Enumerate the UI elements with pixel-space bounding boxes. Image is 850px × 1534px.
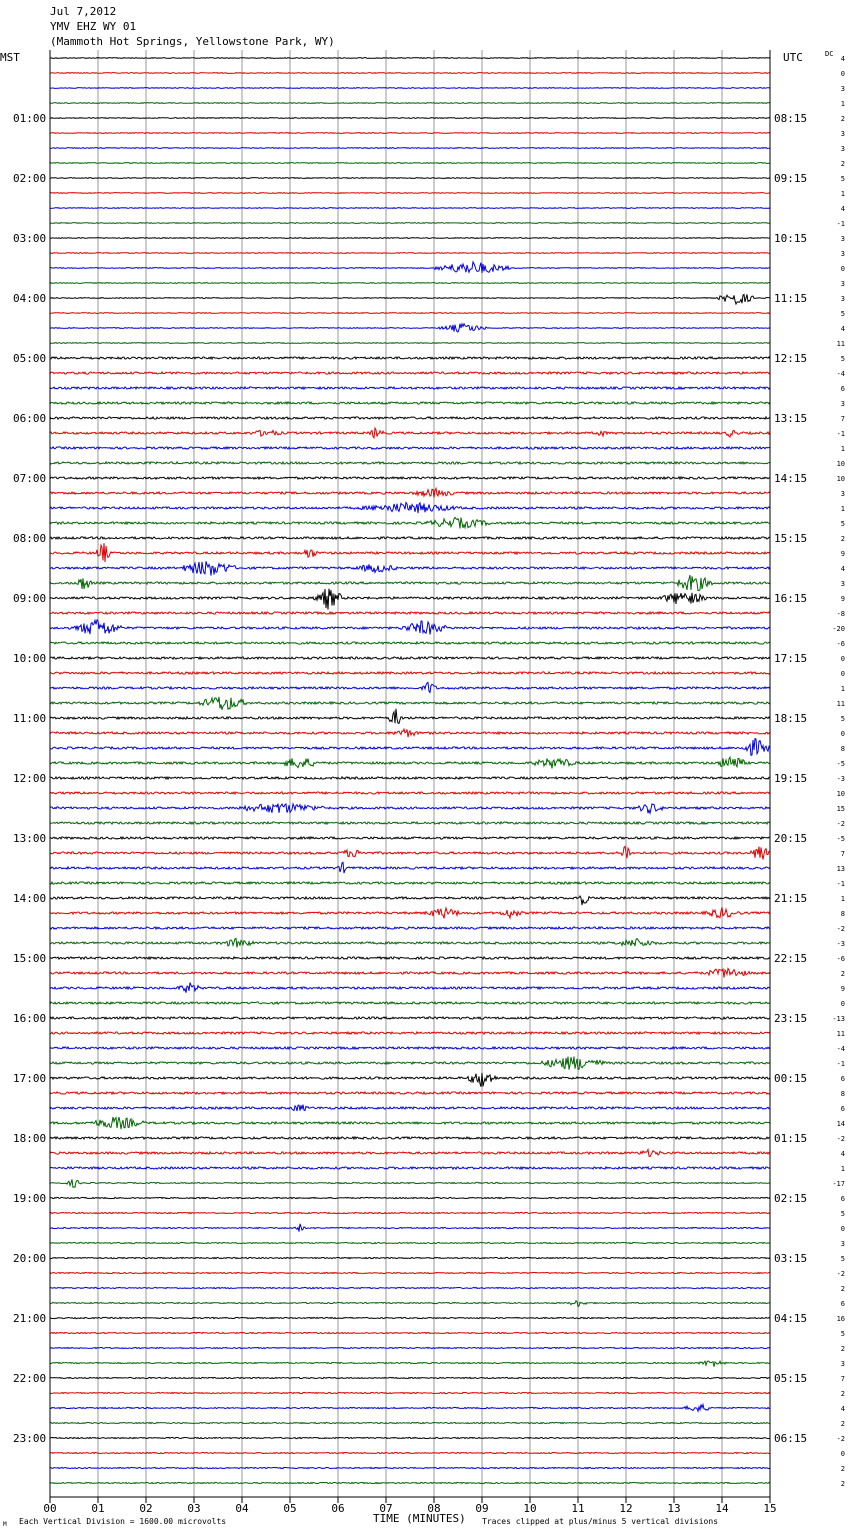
trace-line bbox=[50, 253, 770, 254]
trace-line bbox=[50, 208, 770, 209]
mst-hour-label: 16:00 bbox=[13, 1012, 47, 1025]
trace-line bbox=[50, 729, 770, 737]
dc-offset-label: -4 bbox=[836, 370, 845, 378]
x-tick-label: 03 bbox=[187, 1502, 201, 1515]
trace-line bbox=[50, 957, 770, 959]
trace-line bbox=[50, 575, 770, 591]
x-tick-label: 12 bbox=[619, 1502, 633, 1515]
dc-offset-label: 0 bbox=[840, 1450, 845, 1458]
utc-hour-label: 06:15 bbox=[774, 1432, 808, 1445]
trace-line bbox=[50, 163, 770, 164]
dc-offset-label: 1 bbox=[840, 685, 845, 693]
utc-hour-label: 05:15 bbox=[774, 1372, 808, 1385]
footer-clip-note: Traces clipped at plus/minus 5 vertical divisions bbox=[482, 1517, 719, 1526]
dc-offset-label: 10 bbox=[836, 790, 845, 798]
utc-hour-label: 17:15 bbox=[774, 652, 808, 665]
trace-line bbox=[50, 1057, 770, 1070]
dc-offset-label: 7 bbox=[840, 1375, 845, 1383]
mst-hour-label: 12:00 bbox=[13, 772, 47, 785]
mst-hour-label: 18:00 bbox=[13, 1132, 47, 1145]
trace-line bbox=[50, 1422, 770, 1423]
trace-line bbox=[50, 503, 770, 514]
dc-offset-label: 3 bbox=[840, 400, 845, 408]
dc-offset-label: 9 bbox=[840, 550, 845, 558]
dc-offset-label: 2 bbox=[840, 115, 845, 123]
dc-offset-labels bbox=[832, 55, 845, 1488]
dc-offset-label: -1 bbox=[836, 880, 845, 888]
trace-line bbox=[50, 739, 770, 756]
dc-offset-label: 2 bbox=[840, 1465, 845, 1473]
trace-line bbox=[50, 537, 770, 539]
dc-offset-label: 5 bbox=[840, 1210, 845, 1218]
x-tick-label: 04 bbox=[235, 1502, 249, 1515]
dc-offset-label: 7 bbox=[840, 850, 845, 858]
dc-offset-label: 1 bbox=[840, 895, 845, 903]
utc-hour-label: 18:15 bbox=[774, 712, 808, 725]
dc-offset-label: 5 bbox=[840, 355, 845, 363]
trace-line bbox=[50, 846, 770, 859]
trace-line bbox=[50, 58, 770, 59]
dc-offset-label: -1 bbox=[836, 1060, 845, 1068]
dc-offset-label: 3 bbox=[840, 490, 845, 498]
dc-offset-label: 8 bbox=[840, 1090, 845, 1098]
trace-line bbox=[50, 777, 770, 779]
trace-line bbox=[50, 938, 770, 947]
dc-offset-label: 2 bbox=[840, 1390, 845, 1398]
trace-line bbox=[50, 642, 770, 644]
trace-line bbox=[50, 1179, 770, 1187]
trace-line bbox=[50, 1437, 770, 1438]
trace-line bbox=[50, 672, 770, 674]
dc-offset-label: 8 bbox=[840, 910, 845, 918]
x-tick-label: 00 bbox=[43, 1502, 57, 1515]
mst-hour-label: 17:00 bbox=[13, 1072, 47, 1085]
trace-line bbox=[50, 882, 770, 884]
mst-hour-label: 03:00 bbox=[13, 232, 47, 245]
dc-offset-label: 4 bbox=[840, 205, 845, 213]
x-tick-label: 07 bbox=[379, 1502, 393, 1515]
x-tick-label: 02 bbox=[139, 1502, 153, 1515]
utc-hour-label: 03:15 bbox=[774, 1252, 808, 1265]
dc-offset-label: 3 bbox=[840, 295, 845, 303]
dc-offset-label: 6 bbox=[840, 1195, 845, 1203]
dc-offset-label: 5 bbox=[840, 175, 845, 183]
dc-offset-label: 9 bbox=[840, 595, 845, 603]
dc-offset-label: -1 bbox=[836, 220, 845, 228]
dc-offset-label: 4 bbox=[840, 565, 845, 573]
dc-offset-label: 2 bbox=[840, 1480, 845, 1488]
dc-offset-label: -6 bbox=[836, 640, 845, 648]
x-tick-label: 08 bbox=[427, 1502, 441, 1515]
trace-line bbox=[50, 133, 770, 134]
utc-hour-label: 09:15 bbox=[774, 172, 808, 185]
trace-line bbox=[50, 343, 770, 344]
dc-offset-label: 14 bbox=[836, 1120, 845, 1128]
mst-hour-label: 09:00 bbox=[13, 592, 47, 605]
dc-column-header: DC bbox=[825, 50, 834, 58]
x-tick-label: 06 bbox=[331, 1502, 345, 1515]
trace-line bbox=[50, 709, 770, 724]
dc-offset-label: -2 bbox=[836, 1435, 845, 1443]
seismic-traces bbox=[50, 58, 770, 1484]
dc-offset-label: 1 bbox=[840, 445, 845, 453]
x-axis-title: TIME (MINUTES) bbox=[373, 1512, 466, 1525]
dc-offset-label: 3 bbox=[840, 580, 845, 588]
utc-hour-label: 08:15 bbox=[774, 112, 808, 125]
mst-hour-label: 19:00 bbox=[13, 1192, 47, 1205]
trace-line bbox=[50, 792, 770, 794]
dc-offset-label: 0 bbox=[840, 70, 845, 78]
trace-line bbox=[50, 896, 770, 905]
trace-line bbox=[50, 657, 770, 659]
trace-line bbox=[50, 238, 770, 239]
trace-line bbox=[50, 561, 770, 575]
utc-hour-label: 20:15 bbox=[774, 832, 808, 845]
trace-line bbox=[50, 1092, 770, 1094]
trace-line bbox=[50, 313, 770, 314]
dc-offset-label: 4 bbox=[840, 325, 845, 333]
dc-offset-label: -2 bbox=[836, 820, 845, 828]
dc-offset-label: 2 bbox=[840, 535, 845, 543]
x-tick-label: 05 bbox=[283, 1502, 297, 1515]
trace-line bbox=[50, 88, 770, 89]
dc-offset-label: -13 bbox=[832, 1015, 845, 1023]
trace-line bbox=[50, 804, 770, 814]
mst-hour-label: 04:00 bbox=[13, 292, 47, 305]
mst-hour-label: 14:00 bbox=[13, 892, 47, 905]
trace-line bbox=[50, 1482, 770, 1483]
trace-line bbox=[50, 428, 770, 438]
trace-line bbox=[50, 543, 770, 562]
x-tick-label: 13 bbox=[667, 1502, 681, 1515]
trace-line bbox=[50, 1137, 770, 1139]
utc-hour-label: 04:15 bbox=[774, 1312, 808, 1325]
trace-line bbox=[50, 1405, 770, 1412]
utc-hour-label: 19:15 bbox=[774, 772, 808, 785]
utc-hour-label: 10:15 bbox=[774, 232, 808, 245]
trace-line bbox=[50, 927, 770, 929]
utc-hour-label: 22:15 bbox=[774, 952, 808, 965]
dc-offset-label: 3 bbox=[840, 280, 845, 288]
dc-offset-label: 0 bbox=[840, 655, 845, 663]
utc-hour-label: 14:15 bbox=[774, 472, 808, 485]
header-location: (Mammoth Hot Springs, Yellowstone Park, WY) bbox=[50, 35, 335, 48]
trace-line bbox=[50, 1317, 770, 1318]
dc-offset-label: -3 bbox=[836, 775, 845, 783]
trace-line bbox=[50, 148, 770, 149]
dc-offset-label: -1 bbox=[836, 430, 845, 438]
dc-offset-label: 3 bbox=[840, 1240, 845, 1248]
trace-line bbox=[50, 1452, 770, 1453]
trace-line bbox=[50, 1047, 770, 1049]
dc-offset-label: -8 bbox=[836, 610, 845, 618]
dc-offset-label: 6 bbox=[840, 1105, 845, 1113]
right-timezone-label: UTC bbox=[783, 51, 803, 64]
trace-line bbox=[50, 1467, 770, 1468]
dc-offset-label: 0 bbox=[840, 265, 845, 273]
dc-offset-label: 1 bbox=[840, 100, 845, 108]
footer-scale-note: Each Vertical Division = 1600.00 microvolts bbox=[19, 1517, 227, 1526]
trace-line bbox=[50, 262, 770, 273]
dc-offset-label: -2 bbox=[836, 1135, 845, 1143]
dc-offset-label: 3 bbox=[840, 130, 845, 138]
mst-hour-label: 22:00 bbox=[13, 1372, 47, 1385]
trace-line bbox=[50, 612, 770, 614]
dc-offset-label: 5 bbox=[840, 520, 845, 528]
dc-offset-label: -6 bbox=[836, 955, 845, 963]
trace-line bbox=[50, 1347, 770, 1348]
trace-line bbox=[50, 1332, 770, 1333]
trace-line bbox=[50, 1301, 770, 1307]
trace-line bbox=[50, 1287, 770, 1288]
utc-hour-label: 13:15 bbox=[774, 412, 808, 425]
header-station: YMV EHZ WY 01 bbox=[50, 20, 137, 33]
dc-offset-label: 5 bbox=[840, 1330, 845, 1338]
trace-line bbox=[50, 682, 770, 692]
dc-offset-label: 9 bbox=[840, 985, 845, 993]
trace-line bbox=[50, 73, 770, 74]
mst-hour-label: 01:00 bbox=[13, 112, 47, 125]
dc-offset-label: 6 bbox=[840, 1300, 845, 1308]
dc-offset-label: 2 bbox=[840, 1420, 845, 1428]
trace-line bbox=[50, 178, 770, 179]
dc-offset-label: 11 bbox=[836, 1030, 845, 1038]
dc-offset-label: 11 bbox=[836, 340, 845, 348]
trace-line bbox=[50, 969, 770, 978]
trace-line bbox=[50, 1257, 770, 1258]
trace-line bbox=[50, 1032, 770, 1034]
utc-hour-label: 12:15 bbox=[774, 352, 808, 365]
dc-offset-label: 5 bbox=[840, 715, 845, 723]
trace-line bbox=[50, 1272, 770, 1273]
dc-offset-label: -3 bbox=[836, 940, 845, 948]
dc-offset-label: -17 bbox=[832, 1180, 845, 1188]
utc-hour-label: 16:15 bbox=[774, 592, 808, 605]
trace-line bbox=[50, 757, 770, 768]
x-tick-label: 10 bbox=[523, 1502, 537, 1515]
dc-offset-label: 0 bbox=[840, 1000, 845, 1008]
utc-hour-label: 02:15 bbox=[774, 1192, 808, 1205]
mst-hour-label: 11:00 bbox=[13, 712, 47, 725]
x-tick-label: 11 bbox=[571, 1502, 585, 1515]
dc-offset-label: 1 bbox=[840, 1165, 845, 1173]
utc-hour-label: 01:15 bbox=[774, 1132, 808, 1145]
trace-line bbox=[50, 862, 770, 873]
utc-hour-label: 21:15 bbox=[774, 892, 808, 905]
left-timezone-label: MST bbox=[0, 51, 20, 64]
mst-hour-labels bbox=[13, 112, 46, 1445]
dc-offset-label: 8 bbox=[840, 745, 845, 753]
mst-hour-label: 07:00 bbox=[13, 472, 47, 485]
trace-line bbox=[50, 1212, 770, 1213]
dc-offset-label: 3 bbox=[840, 235, 845, 243]
dc-offset-label: 4 bbox=[840, 1405, 845, 1413]
trace-line bbox=[50, 488, 770, 497]
trace-line bbox=[50, 223, 770, 224]
trace-line bbox=[50, 620, 770, 635]
trace-line bbox=[50, 447, 770, 449]
trace-line bbox=[50, 1392, 770, 1393]
trace-line bbox=[50, 294, 770, 304]
dc-offset-label: 10 bbox=[836, 460, 845, 468]
x-tick-label: 01 bbox=[91, 1502, 105, 1515]
mst-hour-label: 06:00 bbox=[13, 412, 47, 425]
trace-line bbox=[50, 103, 770, 104]
dc-offset-label: 4 bbox=[840, 55, 845, 63]
trace-line bbox=[50, 517, 770, 528]
trace-line bbox=[50, 1242, 770, 1243]
dc-offset-label: 3 bbox=[840, 85, 845, 93]
dc-offset-label: 0 bbox=[840, 730, 845, 738]
trace-line bbox=[50, 1002, 770, 1004]
trace-line bbox=[50, 402, 770, 404]
trace-line bbox=[50, 193, 770, 194]
utc-hour-labels bbox=[774, 112, 807, 1445]
dc-offset-label: 3 bbox=[840, 1360, 845, 1368]
x-tick-label: 14 bbox=[715, 1502, 729, 1515]
mst-hour-label: 15:00 bbox=[13, 952, 47, 965]
dc-offset-label: 5 bbox=[840, 310, 845, 318]
dc-offset-label: 2 bbox=[840, 160, 845, 168]
dc-offset-label: 1 bbox=[840, 505, 845, 513]
dc-offset-label: 0 bbox=[840, 670, 845, 678]
trace-line bbox=[50, 1150, 770, 1157]
header-date: Jul 7,2012 bbox=[50, 5, 117, 18]
trace-line bbox=[50, 1105, 770, 1111]
trace-line bbox=[50, 417, 770, 419]
dc-offset-label: 5 bbox=[840, 1255, 845, 1263]
dc-offset-label: 3 bbox=[840, 250, 845, 258]
trace-line bbox=[50, 1361, 770, 1367]
dc-offset-label: 10 bbox=[836, 475, 845, 483]
trace-line bbox=[50, 822, 770, 824]
dc-offset-label: -2 bbox=[836, 925, 845, 933]
dc-offset-label: -20 bbox=[832, 625, 845, 633]
dc-offset-label: -5 bbox=[836, 835, 845, 843]
time-gridlines bbox=[98, 50, 722, 1497]
mst-hour-label: 13:00 bbox=[13, 832, 47, 845]
dc-offset-label: 11 bbox=[836, 700, 845, 708]
mst-hour-label: 21:00 bbox=[13, 1312, 47, 1325]
trace-line bbox=[50, 372, 770, 374]
mst-hour-label: 05:00 bbox=[13, 352, 47, 365]
mst-hour-label: 23:00 bbox=[13, 1432, 47, 1445]
trace-line bbox=[50, 1377, 770, 1378]
trace-line bbox=[50, 324, 770, 332]
trace-line bbox=[50, 462, 770, 464]
dc-offset-label: -2 bbox=[836, 1270, 845, 1278]
dc-offset-label: 13 bbox=[836, 865, 845, 873]
dc-offset-label: -5 bbox=[836, 760, 845, 768]
mst-hour-label: 08:00 bbox=[13, 532, 47, 545]
footer-mark: M bbox=[3, 1521, 7, 1528]
trace-line bbox=[50, 357, 770, 359]
trace-line bbox=[50, 589, 770, 610]
utc-hour-label: 23:15 bbox=[774, 1012, 808, 1025]
trace-line bbox=[50, 1017, 770, 1019]
trace-line bbox=[50, 1073, 770, 1087]
trace-line bbox=[50, 283, 770, 284]
dc-offset-label: 15 bbox=[836, 805, 845, 813]
trace-line bbox=[50, 697, 770, 710]
dc-offset-label: 6 bbox=[840, 1075, 845, 1083]
dc-offset-label: 3 bbox=[840, 145, 845, 153]
mst-hour-label: 20:00 bbox=[13, 1252, 47, 1265]
dc-offset-label: 16 bbox=[836, 1315, 845, 1323]
trace-line bbox=[50, 1117, 770, 1129]
dc-offset-label: 7 bbox=[840, 415, 845, 423]
utc-hour-label: 00:15 bbox=[774, 1072, 808, 1085]
utc-hour-label: 15:15 bbox=[774, 532, 808, 545]
dc-offset-label: 0 bbox=[840, 1225, 845, 1233]
trace-line bbox=[50, 983, 770, 993]
dc-offset-label: -4 bbox=[836, 1045, 845, 1053]
dc-offset-label: 4 bbox=[840, 1150, 845, 1158]
plot-frame bbox=[50, 50, 770, 1497]
trace-line bbox=[50, 1224, 770, 1232]
dc-offset-label: 2 bbox=[840, 1285, 845, 1293]
trace-line bbox=[50, 837, 770, 839]
trace-line bbox=[50, 387, 770, 389]
trace-line bbox=[50, 477, 770, 479]
dc-offset-label: 1 bbox=[840, 190, 845, 198]
dc-offset-label: 2 bbox=[840, 1345, 845, 1353]
mst-hour-label: 02:00 bbox=[13, 172, 47, 185]
x-tick-label: 09 bbox=[475, 1502, 489, 1515]
dc-offset-label: 2 bbox=[840, 970, 845, 978]
trace-line bbox=[50, 1167, 770, 1169]
utc-hour-label: 11:15 bbox=[774, 292, 808, 305]
trace-line bbox=[50, 1197, 770, 1198]
x-tick-label: 15 bbox=[763, 1502, 777, 1515]
mst-hour-label: 10:00 bbox=[13, 652, 47, 665]
trace-line bbox=[50, 118, 770, 119]
trace-line bbox=[50, 907, 770, 918]
dc-offset-label: 6 bbox=[840, 385, 845, 393]
